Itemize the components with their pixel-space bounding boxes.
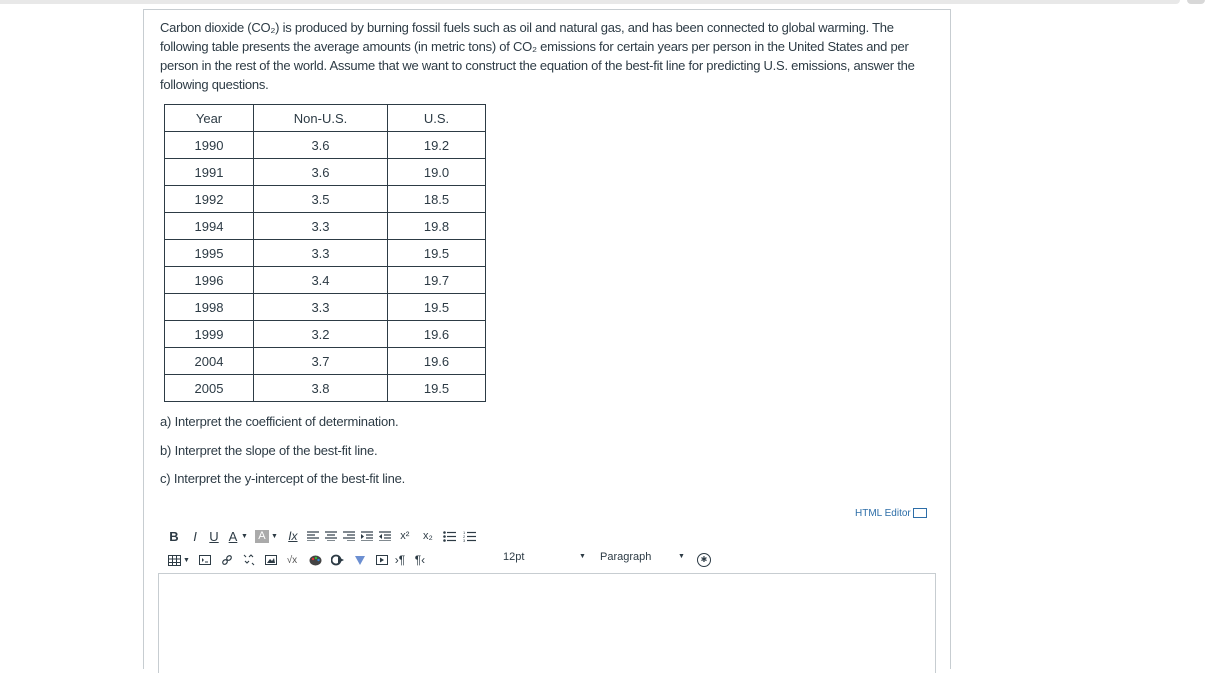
rtl-paragraph-icon[interactable]: ¶‹	[414, 553, 426, 567]
align-center-icon[interactable]	[323, 527, 339, 545]
table-cell-year: 1995	[165, 240, 254, 267]
table-cell-us: 19.5	[388, 375, 486, 402]
underline-button[interactable]: U	[209, 528, 219, 544]
indent-icon[interactable]	[359, 527, 375, 545]
table-cell-non-us: 3.7	[254, 348, 388, 375]
table-header-us: U.S.	[388, 105, 486, 132]
table-caret-icon[interactable]: ▼	[183, 556, 190, 564]
font-size-caret-icon[interactable]: ▼	[579, 553, 586, 560]
top-scroll-indicator	[0, 0, 1180, 4]
bold-button[interactable]: B	[169, 528, 179, 544]
table-cell-us: 19.6	[388, 321, 486, 348]
table-row	[165, 348, 486, 375]
math-equation-button[interactable]: √x	[286, 554, 298, 566]
table-row	[165, 321, 486, 348]
part-b: b) Interpret the slope of the best-fit line.	[160, 442, 378, 458]
block-format-select[interactable]: Paragraph	[600, 551, 652, 563]
font-size-select[interactable]: 12pt	[503, 551, 525, 563]
table-cell-us: 19.8	[388, 213, 486, 240]
outdent-icon[interactable]	[377, 527, 393, 545]
keyboard-icon	[913, 508, 927, 518]
subscript-button[interactable]: x₂	[422, 530, 433, 542]
table-cell-non-us: 3.5	[254, 186, 388, 213]
table-cell-us: 19.5	[388, 240, 486, 267]
table-cell-non-us: 3.2	[254, 321, 388, 348]
table-cell-year: 1991	[165, 159, 254, 186]
svg-text:2: 2	[463, 533, 466, 539]
emissions-table-body	[165, 105, 486, 402]
table-header-row	[165, 105, 486, 132]
table-cell-us: 19.5	[388, 294, 486, 321]
table-row	[165, 213, 486, 240]
table-cell-year: 1990	[165, 132, 254, 159]
accessibility-checker-icon[interactable]: ✱	[697, 553, 711, 567]
question-parts	[160, 412, 405, 498]
unlink-icon[interactable]	[242, 551, 256, 569]
font-color-button[interactable]: A	[228, 528, 238, 544]
v-shape-icon[interactable]	[353, 551, 367, 569]
table-cell-us: 18.5	[388, 186, 486, 213]
align-right-icon[interactable]	[341, 527, 357, 545]
editor-toolbar-row-1	[167, 527, 478, 545]
html-editor-label[interactable]: HTML Editor	[855, 508, 911, 519]
table-header-non-us: Non-U.S.	[254, 105, 388, 132]
table-cell-year: 1992	[165, 186, 254, 213]
table-cell-year: 1999	[165, 321, 254, 348]
table-row	[165, 267, 486, 294]
table-cell-year: 2005	[165, 375, 254, 402]
background-color-caret-icon[interactable]: ▼	[270, 532, 278, 540]
italic-button[interactable]: I	[193, 528, 197, 544]
table-header-year: Year	[165, 105, 254, 132]
background-color-button[interactable]: A	[255, 530, 269, 543]
table-row	[165, 186, 486, 213]
numbered-list-icon[interactable]	[462, 527, 478, 545]
block-format-caret-icon[interactable]: ▼	[678, 553, 685, 560]
embed-icon[interactable]	[198, 551, 212, 569]
question-text: Carbon dioxide (CO₂) is produced by burning fossil fuels such as oil and natural gas, and has been connected to global warming. The following table presents the average amounts (in metric tons) of CO₂ emissions for certain years per person in the United States and per person in the rest of the world. Assume that we want to construct the equation of the best-fit line for predicting U.S. emissions, answer the following questions.	[160, 20, 915, 92]
font-color-caret-icon[interactable]: ▼	[241, 532, 248, 540]
table-cell-us: 19.6	[388, 348, 486, 375]
editor-toolbar-row-2	[167, 551, 427, 569]
table-cell-year: 1994	[165, 213, 254, 240]
answer-editor-area[interactable]	[158, 573, 936, 673]
table-row	[165, 375, 486, 402]
table-cell-us: 19.0	[388, 159, 486, 186]
align-left-icon[interactable]	[305, 527, 321, 545]
clear-formatting-button[interactable]: Ix	[288, 529, 298, 543]
svg-text:1: 1	[463, 530, 466, 535]
superscript-button[interactable]: x²	[400, 530, 410, 542]
external-tool-icon[interactable]	[331, 551, 345, 569]
table-cell-year: 1998	[165, 294, 254, 321]
svg-text:3: 3	[463, 537, 466, 542]
ltr-paragraph-icon[interactable]: ›¶	[394, 553, 406, 567]
html-editor-link[interactable]	[855, 508, 927, 519]
table-cell-non-us: 3.3	[254, 294, 388, 321]
image-icon[interactable]	[264, 551, 278, 569]
part-a: a) Interpret the coefficient of determination.	[160, 414, 399, 429]
bullet-list-icon[interactable]	[442, 527, 458, 545]
table-cell-non-us: 3.8	[254, 375, 388, 402]
table-row	[165, 132, 486, 159]
table-cell-year: 2004	[165, 348, 254, 375]
table-cell-non-us: 3.6	[254, 159, 388, 186]
table-cell-us: 19.7	[388, 267, 486, 294]
table-cell-non-us: 3.4	[254, 267, 388, 294]
table-row	[165, 294, 486, 321]
part-c: c) Interpret the y-intercept of the best-fit line.	[160, 471, 406, 486]
table-row	[165, 240, 486, 267]
emissions-table	[164, 104, 486, 402]
palette-icon[interactable]	[309, 551, 323, 569]
table-cell-non-us: 3.3	[254, 240, 388, 267]
table-cell-year: 1996	[165, 267, 254, 294]
table-icon[interactable]	[167, 551, 181, 569]
table-cell-non-us: 3.6	[254, 132, 388, 159]
table-row	[165, 159, 486, 186]
table-cell-non-us: 3.3	[254, 213, 388, 240]
link-icon[interactable]	[220, 551, 234, 569]
table-cell-us: 19.2	[388, 132, 486, 159]
media-icon[interactable]	[375, 551, 389, 569]
top-scroll-thumb[interactable]	[1187, 0, 1205, 4]
